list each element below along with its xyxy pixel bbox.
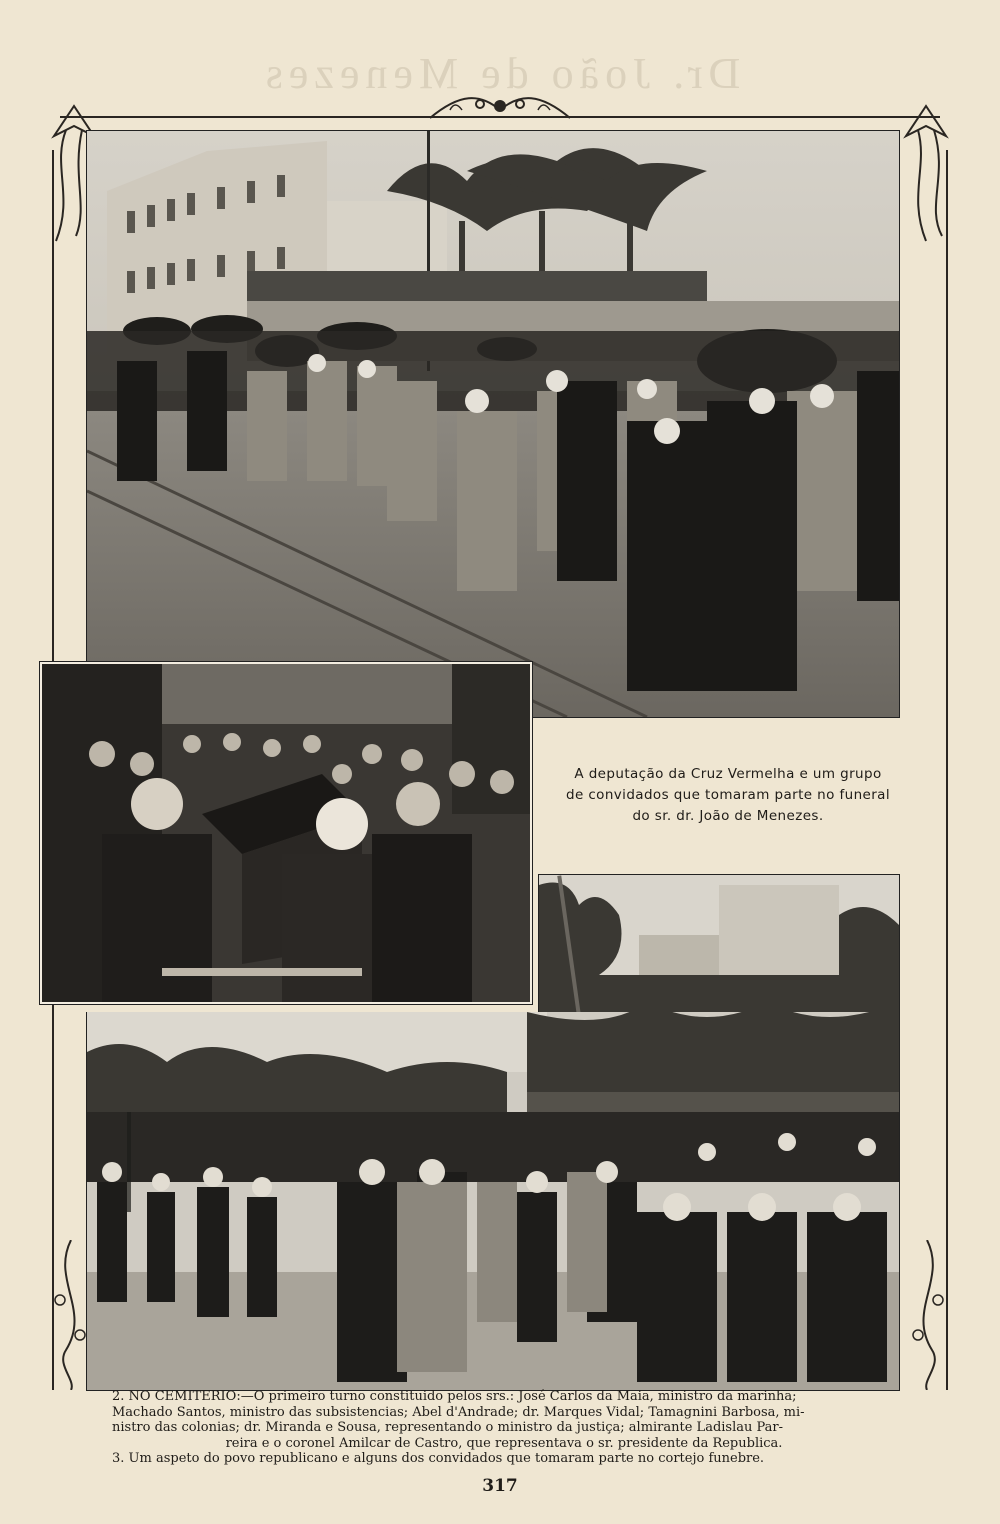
page-number: 317: [482, 1476, 518, 1496]
caption-middle-line: de convidados que tomaram parte no funeral: [565, 787, 891, 803]
frame-right-line: [946, 150, 948, 1390]
photo-cemetery-crowd-top-image: [539, 875, 899, 1015]
ornament-top-center-icon: [420, 88, 580, 128]
caption-bottom-line: nistro das colonias; dr. Miranda e Sousa, representando o ministro da justiça; almirante Ladislau Par-: [112, 1420, 784, 1435]
caption-bottom: [112, 1389, 896, 1467]
caption-bottom-line: Machado Santos, ministro das subsistencias; Abel d'Andrade; dr. Marques Vidal; Tamagnini Barbosa, mi-: [112, 1404, 805, 1420]
bleed-through-text: Dr. João de Menezes: [259, 49, 741, 98]
photo-procession-image: [87, 131, 899, 717]
caption-bottom-line: reira e o coronel Amilcar de Castro, que representava o sr. presidente da Republica.: [225, 1435, 783, 1451]
caption-bottom-line: 2. NO CEMITERIO:—O primeiro turno constituido pelos srs.: José Carlos da Maia, ministro da marinha;: [112, 1389, 797, 1404]
caption-middle: [560, 764, 896, 827]
photo-cemetery-crowd-top: [538, 874, 900, 1015]
photo-cemetery-crowd-image: [87, 1012, 899, 1390]
photo-coffin-bearers: [40, 662, 532, 1004]
caption-middle-line: do sr. dr. João de Menezes.: [632, 808, 824, 824]
floral-bottom-right-icon: [902, 1240, 952, 1390]
photo-procession: [86, 130, 900, 718]
photo-coffin-bearers-image: [42, 664, 530, 1002]
caption-middle-line: A deputação da Cruz Vermelha e um grupo: [574, 766, 882, 782]
photo-cemetery-crowd: [86, 1012, 900, 1391]
caption-bottom-line: 3. Um aspeto do povo republicano e alguns dos convidados que tomaram parte no cortejo funebre.: [112, 1451, 765, 1466]
ribbon-right-icon: [896, 96, 956, 246]
